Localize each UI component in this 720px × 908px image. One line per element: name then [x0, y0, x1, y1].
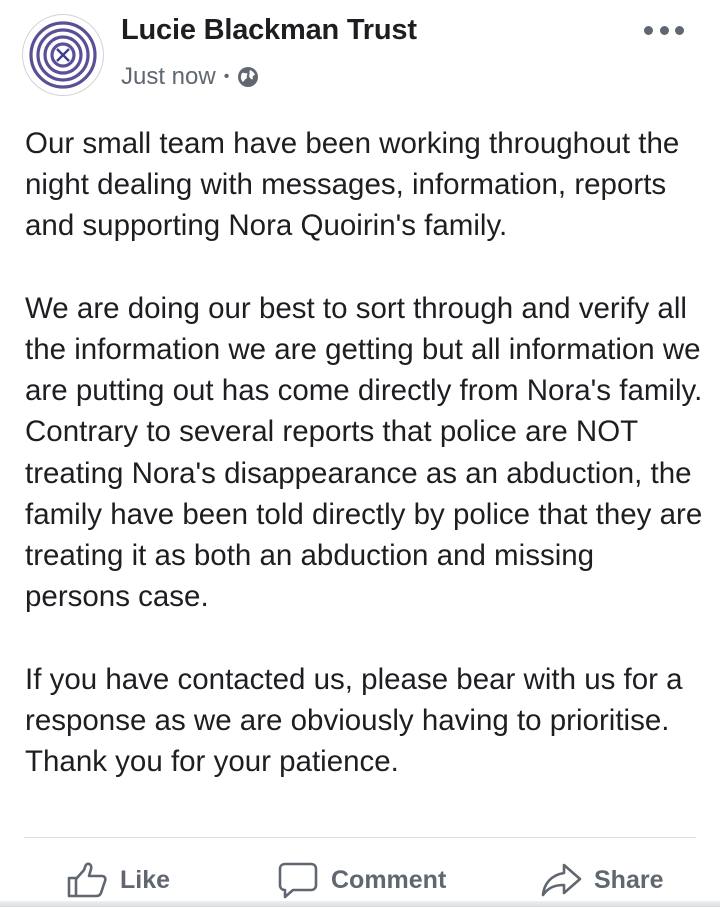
- meta-separator: •: [223, 68, 230, 85]
- post-paragraph: If you have contacted us, please bear with us for a response as we are obviously having to prioritise. Thank you for your patience.: [25, 662, 683, 779]
- share-button[interactable]: [540, 856, 663, 904]
- more-options-button[interactable]: [644, 18, 684, 42]
- post-meta: [121, 60, 259, 94]
- globe-icon[interactable]: [237, 66, 259, 88]
- bottom-edge: [0, 901, 720, 907]
- post-paragraph: We are doing our best to sort through and verify all the information we are getting but all information we are putting out has come directly from Nora's family. Contrary to several reports that police are NOT treating Nora's disappearance as an abduction, the family have been told directly by police that they are treating it as both an abduction and missing persons case.: [25, 291, 703, 614]
- more-dot: [660, 26, 669, 35]
- post-timestamp[interactable]: Just now: [121, 63, 216, 90]
- comment-label: Comment: [331, 865, 447, 894]
- page-avatar[interactable]: [22, 14, 104, 96]
- page-name[interactable]: Lucie Blackman Trust: [121, 14, 417, 46]
- more-dot: [644, 26, 653, 35]
- like-label: Like: [120, 865, 171, 894]
- more-dot: [675, 26, 684, 35]
- concentric-circles-logo-icon: [23, 15, 103, 95]
- thumbs-up-icon: [66, 862, 108, 898]
- share-arrow-icon: [540, 862, 582, 898]
- comment-button[interactable]: [277, 856, 446, 904]
- post-paragraph: Our small team have been working throughout the night dealing with messages, information, reports and supporting Nora Quoirin's family.: [25, 127, 680, 243]
- like-button[interactable]: [66, 856, 170, 904]
- share-label: Share: [594, 865, 664, 894]
- post-body: [25, 123, 705, 782]
- divider: [24, 837, 696, 838]
- comment-bubble-icon: [277, 861, 319, 899]
